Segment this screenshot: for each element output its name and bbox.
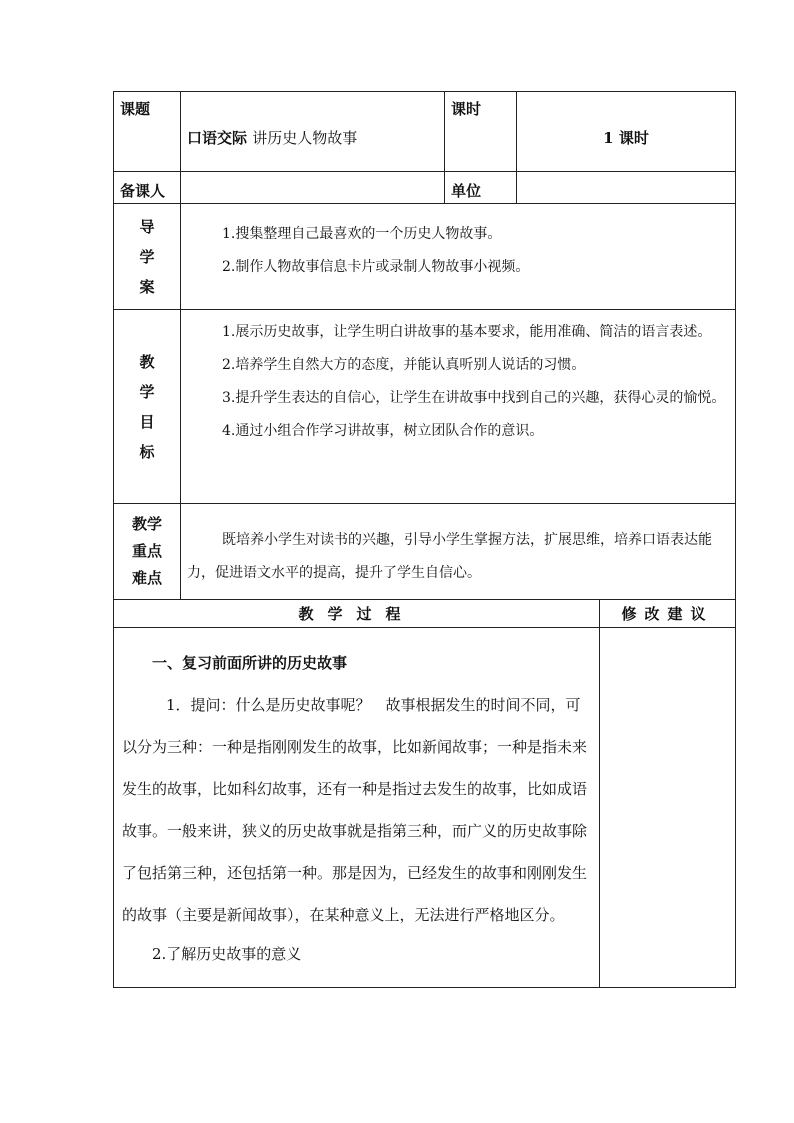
goals-label-char: 学 — [139, 382, 155, 401]
guide-row — [114, 204, 736, 310]
goal-item: 3.提升学生表达的自信心，让学生在讲故事中找到自己的兴趣，获得心灵的愉悦。 — [222, 390, 726, 406]
goals-label — [114, 310, 181, 504]
key-points-label-line: 重点 — [131, 542, 162, 560]
guide-item: 2.制作人物故事信息卡片或录制人物故事小视频。 — [222, 259, 530, 275]
topic-label: 课题 — [114, 92, 181, 172]
unit-value — [517, 172, 736, 204]
guide-content — [181, 204, 736, 310]
topic-prefix: 口语交际 — [187, 129, 248, 147]
goals-label-char: 标 — [139, 442, 155, 461]
key-points-text: 既培养小学生对读书的兴趣，引导小学生掌握方法，扩展思维，培养口语表达能力，促进语文水平的提高，提升了学生自信心。 — [187, 532, 712, 581]
revision-content — [600, 628, 736, 988]
goal-item: 4.通过小组合作学习讲故事，树立团队合作的意识。 — [222, 423, 544, 439]
unit-label: 单位 — [445, 172, 517, 204]
key-points-row — [114, 504, 736, 600]
process-row — [114, 628, 736, 988]
period-label: 课时 — [445, 92, 517, 172]
guide-label — [114, 204, 181, 310]
goal-item: 2.培养学生自然大方的态度，并能认真听别人说话的习惯。 — [222, 357, 586, 373]
guide-label-char: 案 — [139, 277, 155, 296]
key-points-label-line: 难点 — [131, 569, 162, 587]
lesson-plan-table — [113, 91, 736, 988]
topic-title-cell — [181, 92, 445, 172]
revision-header: 修改建议 — [600, 600, 736, 628]
process-paragraph: 1．提问：什么是历史故事呢？ 故事根据发生的时间不同，可以分为三种：一种是指刚刚发生的故事，比如新闻故事；一种是指未来发生的故事，比如科幻故事，还有一种是指过去发生的故事，比如成语故事。一般来讲，狭义的历史故事就是指第三种，而广义的历史故事除了包括第三种，还包括第一种。那是因为，已经发生的故事和刚刚发生的故事（主要是新闻故事），在某种意义上，无法进行严格地区分。 — [122, 696, 588, 924]
section-title: 一、复习前面所讲的历史故事 — [152, 654, 348, 672]
preparer-value — [181, 172, 445, 204]
guide-label-char: 导 — [139, 217, 155, 236]
topic-row — [114, 92, 736, 172]
goals-label-char: 教 — [139, 352, 155, 371]
key-points-content — [181, 504, 736, 600]
goals-content — [181, 310, 736, 504]
topic-title: 讲历史人物故事 — [252, 129, 358, 147]
process-header-row — [114, 600, 736, 628]
guide-label-char: 学 — [139, 247, 155, 266]
period-value: 1 课时 — [517, 92, 736, 172]
goals-row — [114, 310, 736, 504]
goal-item: 1.展示历史故事，让学生明白讲故事的基本要求，能用准确、简洁的语言表述。 — [222, 324, 712, 340]
preparer-row — [114, 172, 736, 204]
process-content — [114, 628, 600, 988]
guide-item: 1.搜集整理自己最喜欢的一个历史人物故事。 — [222, 226, 502, 242]
preparer-label: 备课人 — [114, 172, 181, 204]
key-points-label-line: 教学 — [131, 515, 162, 533]
process-header: 教学过程 — [114, 600, 600, 628]
goals-label-char: 目 — [139, 412, 155, 431]
key-points-label — [114, 504, 181, 600]
process-paragraph: 2.了解历史故事的意义 — [152, 945, 302, 963]
